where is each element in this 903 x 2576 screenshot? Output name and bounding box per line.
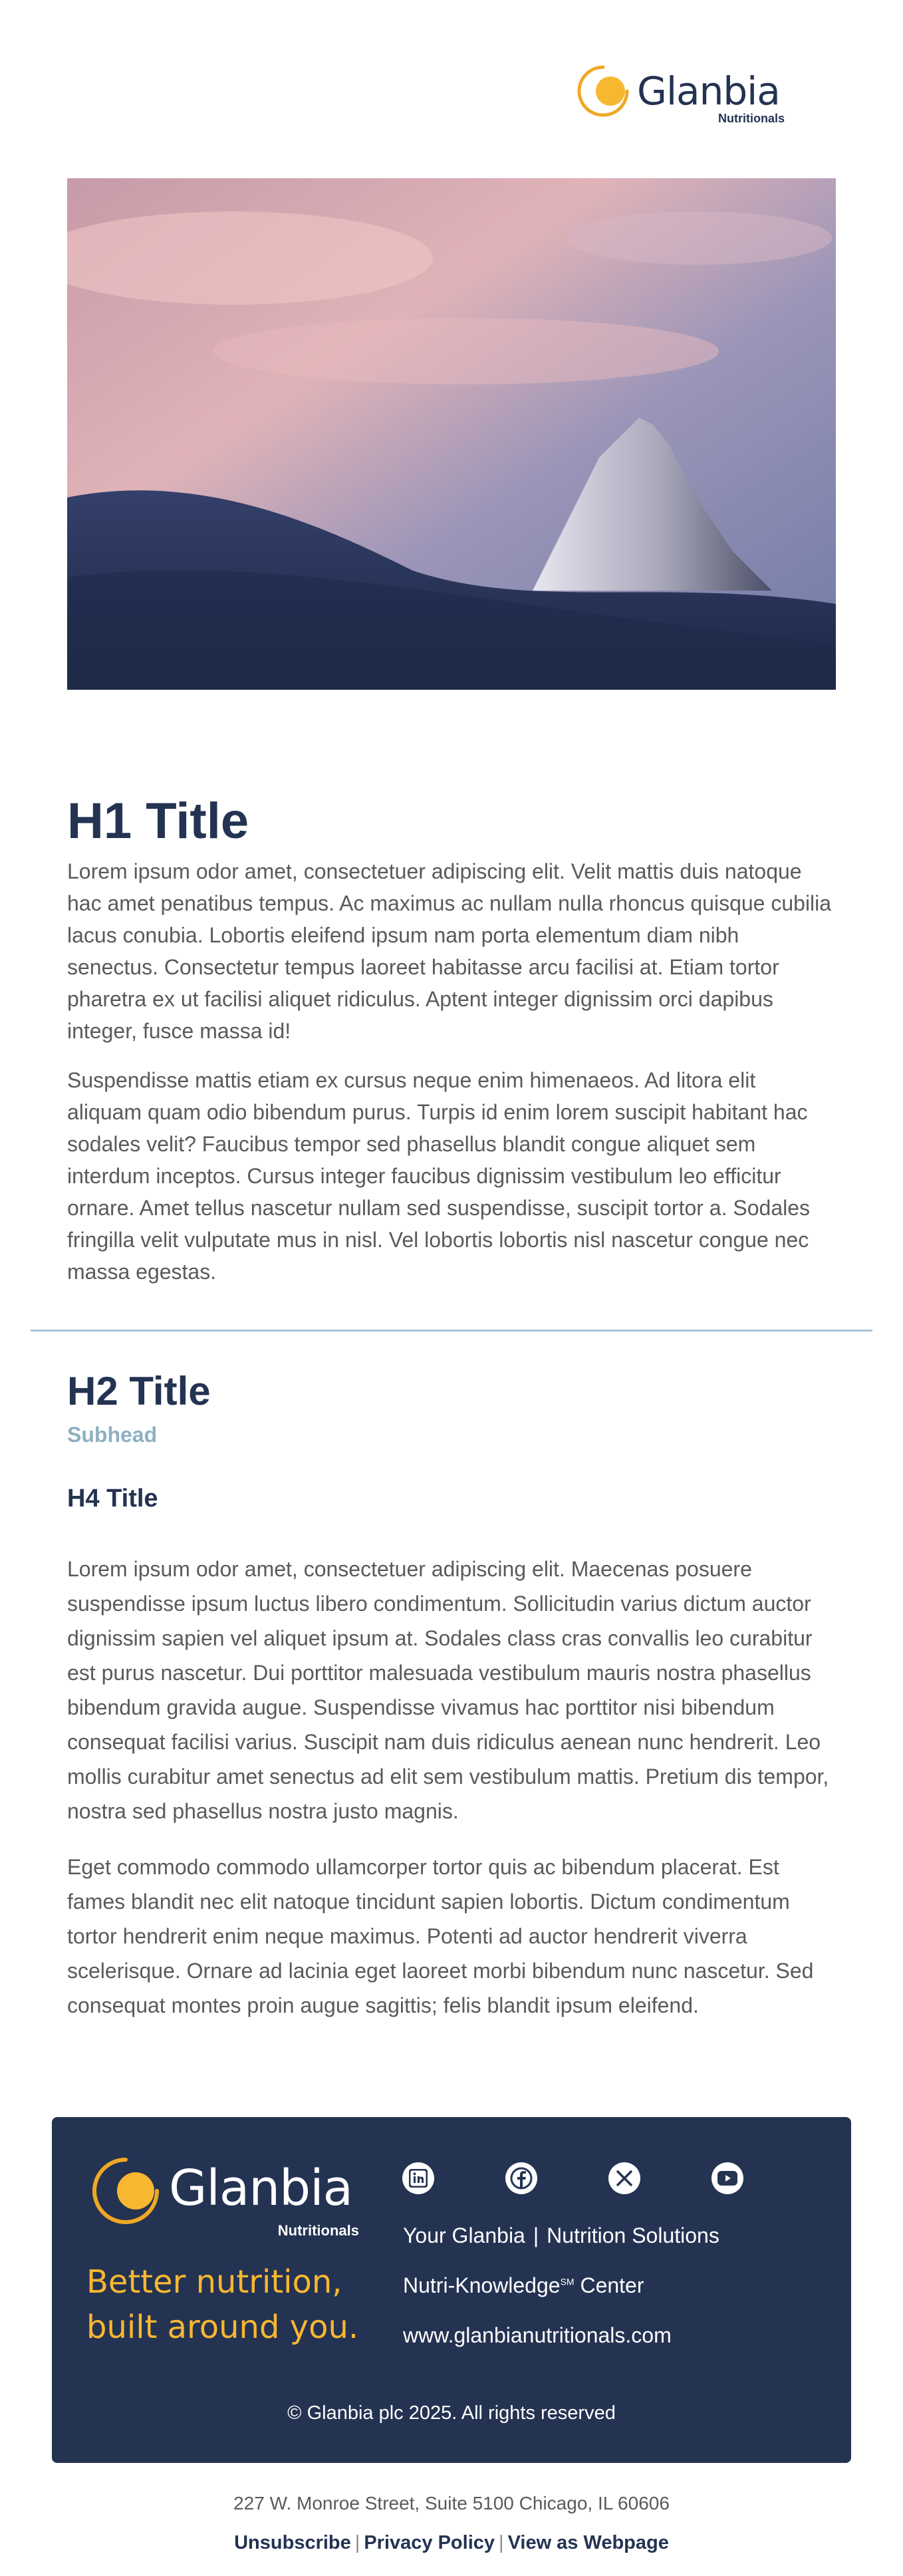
footer-logo[interactable] — [90, 2156, 383, 2242]
link-separator: | — [533, 2223, 539, 2247]
nutri-knowledge-label: Nutri-Knowledge — [403, 2273, 561, 2297]
website-link[interactable]: www.glanbianutritionals.com — [403, 2323, 672, 2347]
section-two — [67, 1368, 836, 2023]
view-webpage-link[interactable]: View as Webpage — [507, 2532, 669, 2553]
tagline-line-1: Better nutrition, — [86, 2263, 342, 2301]
x-link[interactable] — [608, 2162, 640, 2194]
paragraph: Lorem ipsum odor amet, consectetuer adipiscing elit. Velit mattis duis natoque hac amet penatibus tempus. Ac maximus ac nullam nulla rhoncus quisque cubilia lacus conubia. Lobortis eleifend ipsum nam porta elementum diam nibh senectus. Consectetur tempus laoreet habitasse arcu facilisi at. Etiam tortor pharetra ex ut facilisi aliquet ridiculus. Aptent integer dignissim orci dapibus integer, fusce massa id! — [67, 859, 832, 1043]
copyright: © Glanbia plc 2025. All rights reserved — [287, 2402, 616, 2424]
facebook-link[interactable] — [505, 2162, 537, 2194]
linkedin-icon — [409, 2169, 428, 2188]
postal-address: 227 W. Monroe Street, Suite 5100 Chicago, IL 60606 — [233, 2493, 670, 2513]
nutri-knowledge-link[interactable] — [403, 2273, 644, 2297]
h4-title: H4 Title — [67, 1485, 158, 1512]
brand-sub: Nutritionals — [717, 112, 785, 125]
linkedin-link[interactable] — [402, 2162, 434, 2194]
paragraph: Suspendisse mattis etiam ex cursus neque enim himenaeos. Ad litora elit aliquam quam odio bibendum purus. Turpis id enim lorem suscipit habitant hac sodales velit? Faucibus tempor sed phasellus blandit congue aliquet sem interdum inceptos. Cursus integer faucibus dignissim vestibulum leo efficitur ornare. Amet tellus nascetur nullam sed suspendisse, suscipit tortor a. Sodales fringilla velit vulputate mus in nisl. Vel lobortis lobortis nisl nascetur congue nec massa egestas. — [67, 1068, 811, 1284]
hero-image — [67, 178, 836, 690]
legal-links — [0, 2532, 903, 2554]
tagline — [86, 2259, 432, 2350]
glanbia-logo-mark-icon — [90, 2156, 161, 2226]
unsubscribe-link[interactable]: Unsubscribe — [234, 2532, 351, 2553]
brand-name: Glanbia — [637, 69, 780, 114]
youtube-link[interactable] — [711, 2162, 743, 2194]
privacy-policy-link[interactable]: Privacy Policy — [364, 2532, 495, 2553]
footer-links — [403, 2223, 719, 2373]
paragraph: Lorem ipsum odor amet, consectetuer adipiscing elit. Maecenas posuere suspendisse ipsum luctus libero condimentum. Sollicitudin varius dictum auctor dignissim sapien vel aliquet ipsum at. Sodales class cras convallis leo curabitur est purus nascetur. Dui porttitor malesuada vestibulum mauris nostra phasellus bibendum gravida augue. Suspendisse vivamus hac porttitor nisi bibendum consequat facilisi varius. Suscipit nam duis ridiculus aenean nunc hendrerit. Leo mollis curabitur amet senectus ad elit sem vestibulum mattis. Pretium dis tempor, nostra sed phasellus nostra justo magnis. — [67, 1557, 829, 1823]
section-divider — [31, 1330, 872, 1332]
glanbia-logo-mark-icon — [576, 64, 630, 118]
subhead: Subhead — [67, 1423, 158, 1447]
legal-separator: | — [354, 2532, 360, 2553]
h2-title: H2 Title — [67, 1369, 211, 1413]
tagline-line-2: built around you. — [86, 2309, 359, 2346]
your-glanbia-link[interactable]: Your Glanbia — [403, 2223, 525, 2247]
youtube-icon — [717, 2171, 737, 2186]
paragraph: Eget commodo commodo ullamcorper tortor quis ac bibendum placerat. Est fames blandit nec elit natoque tincidunt sapien lobortis. Dictum condimentum tortor hendrerit enim neque maximus. Potenti ad auctor hendrerit viverra scelerisque. Ornare ad lacinia eget laoreet morbi bibendum nunc nascetur. Sed consequat montes proin augue sagittis; felis blandit ipsum eleifend. — [67, 1855, 814, 2017]
social-links — [402, 2162, 743, 2194]
x-icon — [616, 2170, 633, 2187]
glanbia-logo[interactable] — [576, 64, 795, 133]
service-mark: SM — [560, 2276, 575, 2287]
nutri-center-label: Center — [580, 2273, 644, 2297]
legal-separator: | — [499, 2532, 504, 2553]
nutrition-solutions-link[interactable]: Nutrition Solutions — [547, 2223, 719, 2247]
footer-brand-sub: Nutritionals — [277, 2222, 359, 2239]
footer-panel — [52, 2117, 851, 2463]
facebook-icon — [510, 2167, 533, 2190]
h1-title: H1 Title — [67, 793, 249, 849]
section-one — [67, 791, 836, 1288]
footer-brand-name: Glanbia — [169, 2160, 353, 2217]
